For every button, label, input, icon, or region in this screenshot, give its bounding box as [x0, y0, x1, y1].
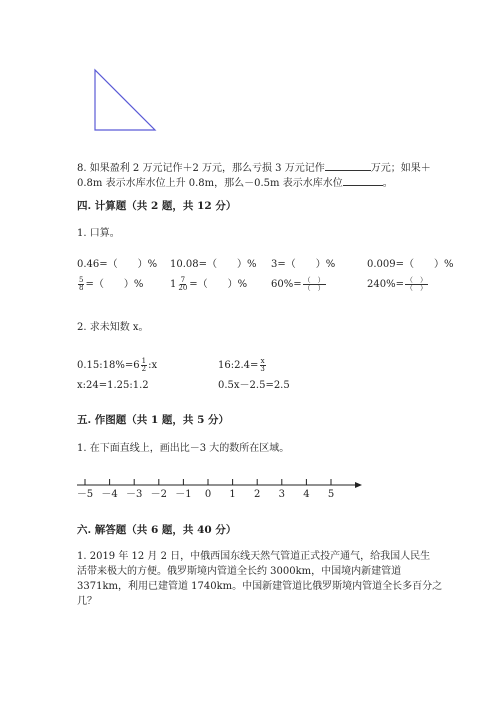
tick-label: 2 — [254, 489, 261, 500]
tick-label: －4 — [101, 489, 118, 500]
fraction: $\frac{1}{2}$ — [141, 357, 147, 373]
fraction: $\frac{( )}{( )}$ — [303, 276, 325, 292]
q8-line1-text-b: 万元；如果＋ — [370, 163, 431, 174]
equation-4: 0.5x－2.5=2.5 — [218, 380, 290, 391]
q8-blank-2 — [343, 176, 383, 186]
equation-2: 16:2.4= $\frac{x}{3}$ — [218, 357, 265, 373]
q8-line2 — [77, 176, 393, 190]
fraction: $\frac{7}{20}$ — [178, 276, 188, 292]
tick-label: 5 — [327, 489, 335, 500]
tick-label: －2 — [150, 489, 167, 500]
calc-r2-c3: 60%= $\frac{( )}{( )}$ — [271, 276, 325, 292]
q8-line2-text-a: 0.8m 表示水库水位上升 0.8m，那么－0.5m 表示水库水位 — [77, 178, 343, 189]
fraction: $\frac{5}{8}$ — [79, 276, 84, 292]
calc-r1-c4: 0.009=（ ）% — [367, 259, 454, 270]
q8-blank-1 — [325, 161, 371, 171]
section4-q1-label: 1. 口算。 — [77, 228, 120, 239]
number-line-ticks — [85, 479, 331, 485]
section5-heading: 五. 作图题（共 1 题，共 5 分） — [77, 414, 230, 426]
fraction: $\frac{( )}{( )}$ — [405, 276, 427, 292]
calc-r1-c1: 0.46=（ ）% — [77, 259, 158, 270]
tick-label: 3 — [278, 489, 285, 500]
calc-r2-c1: $\frac{5}{8}$ =（ ）% — [79, 276, 144, 292]
tick-label: 4 — [303, 489, 310, 500]
fraction: $\frac{x}{3}$ — [260, 357, 265, 373]
calc-r2-c2: 1 $\frac{7}{20}$ =（ ）% — [170, 276, 248, 292]
calc-r1-c3: 3=（ ）% — [271, 259, 336, 270]
section6-q1-line4: 几？ — [77, 596, 97, 607]
triangle-figure — [0, 0, 500, 140]
q8-line1 — [77, 161, 431, 175]
section6-q1-line3: 3371km，利用已建管道 1740km。中国新建管道比俄罗斯境内管道全长多百分之 — [77, 581, 443, 592]
section6-heading: 六. 解答题（共 6 题，共 40 分） — [77, 524, 237, 536]
tick-label: －1 — [175, 489, 192, 500]
tick-label: －5 — [76, 489, 94, 500]
mixed-number: 1 $\frac{7}{20}$ — [170, 276, 188, 292]
equation-3: x:24=1.25:1.2 — [77, 380, 149, 391]
tick-label: 1 — [229, 489, 236, 500]
section5-q1: 1. 在下面直线上，画出比－3 大的数所在区域。 — [77, 443, 290, 454]
section4-q2-label: 2. 求未知数 x。 — [77, 322, 149, 333]
section6-q1-line2: 活带来极大的方便。俄罗斯境内管道全长约 3000km，中国境内新建管道 — [77, 566, 402, 577]
section6-q1-line1: 1. 2019 年 12 月 2 日，中俄西国东线天然气管道正式投产通气，给我国人民生 — [77, 551, 431, 562]
calc-r1-c2: 10.08=（ ）% — [170, 259, 257, 270]
tick-label: 0 — [204, 489, 212, 500]
equation-1: 0.15:18%=6 $\frac{1}{2}$ :x — [77, 357, 158, 373]
calc-r2-c4: 240%= $\frac{( )}{( )}$ — [367, 276, 427, 292]
section4-heading: 四. 计算题（共 2 题，共 12 分） — [77, 200, 237, 212]
q8-line1-text-a: 8. 如果盈利 2 万元记作＋2 万元，那么亏损 3 万元记作 — [77, 163, 325, 174]
tick-label: －3 — [126, 489, 143, 500]
q8-line2-text-b: 。 — [382, 178, 393, 189]
